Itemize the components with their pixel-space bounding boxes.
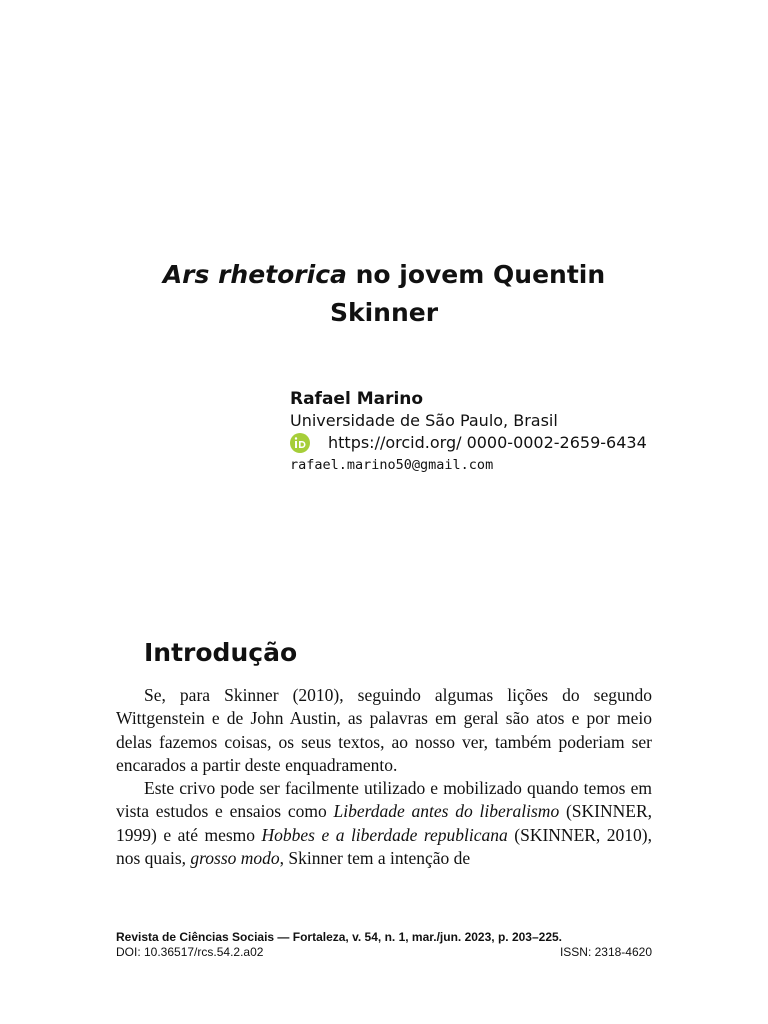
paragraph-text: (SKINNER, 1999) e até mesmo <box>116 801 652 845</box>
orcid-line[interactable] <box>290 432 760 454</box>
orcid-link[interactable]: https://orcid.org/ 0000-0002-2659-6434 <box>328 433 647 452</box>
italic-text: grosso modo <box>190 848 280 869</box>
section-heading: Introdução <box>144 638 298 667</box>
author-name: Rafael Marino <box>290 389 424 409</box>
author-affiliation: Universidade de São Paulo, Brasil <box>290 411 558 430</box>
article-title <box>140 256 628 332</box>
journal-citation: Revista de Ciências Sociais — Fortaleza, v. 54, n. 1, mar./jun. 2023, p. 203–225. <box>116 930 562 944</box>
title-italic: Ars rhetorica <box>162 260 347 289</box>
paragraph-text: Se, para Skinner (2010), seguindo algumas lições do segundo Wittgenstein e de John Austin, as palavras em geral são atos e por meio delas fazemos coisas, os seus textos, ao nosso ver, também poderiam ser encarados a partir deste enquadramento. <box>116 685 652 775</box>
paragraph-text: (SKINNER, 2010), nos quais, <box>116 824 652 869</box>
body-text <box>116 684 652 870</box>
author-block <box>290 388 760 476</box>
title-rest: no jovem Quentin Skinner <box>329 260 606 327</box>
italic-text: Hobbes e a liberdade republicana <box>261 824 508 845</box>
doi[interactable]: DOI: 10.36517/rcs.54.2.a02 <box>116 945 264 959</box>
paragraph-text: Este crivo pode ser facilmente utilizado e mobilizado quando temos em vista estudos e ensaios como <box>116 778 652 822</box>
paragraph-text: , Skinner tem a intenção de <box>279 848 471 869</box>
italic-text: Liberdade antes do liberalismo <box>333 801 560 822</box>
issn: ISSN: 2318-4620 <box>559 945 652 959</box>
orcid-icon[interactable] <box>290 433 310 453</box>
footer <box>116 930 652 960</box>
author-email[interactable]: rafael.marino50@gmail.com <box>290 457 494 473</box>
paragraph <box>116 684 652 777</box>
paragraph <box>116 777 652 870</box>
